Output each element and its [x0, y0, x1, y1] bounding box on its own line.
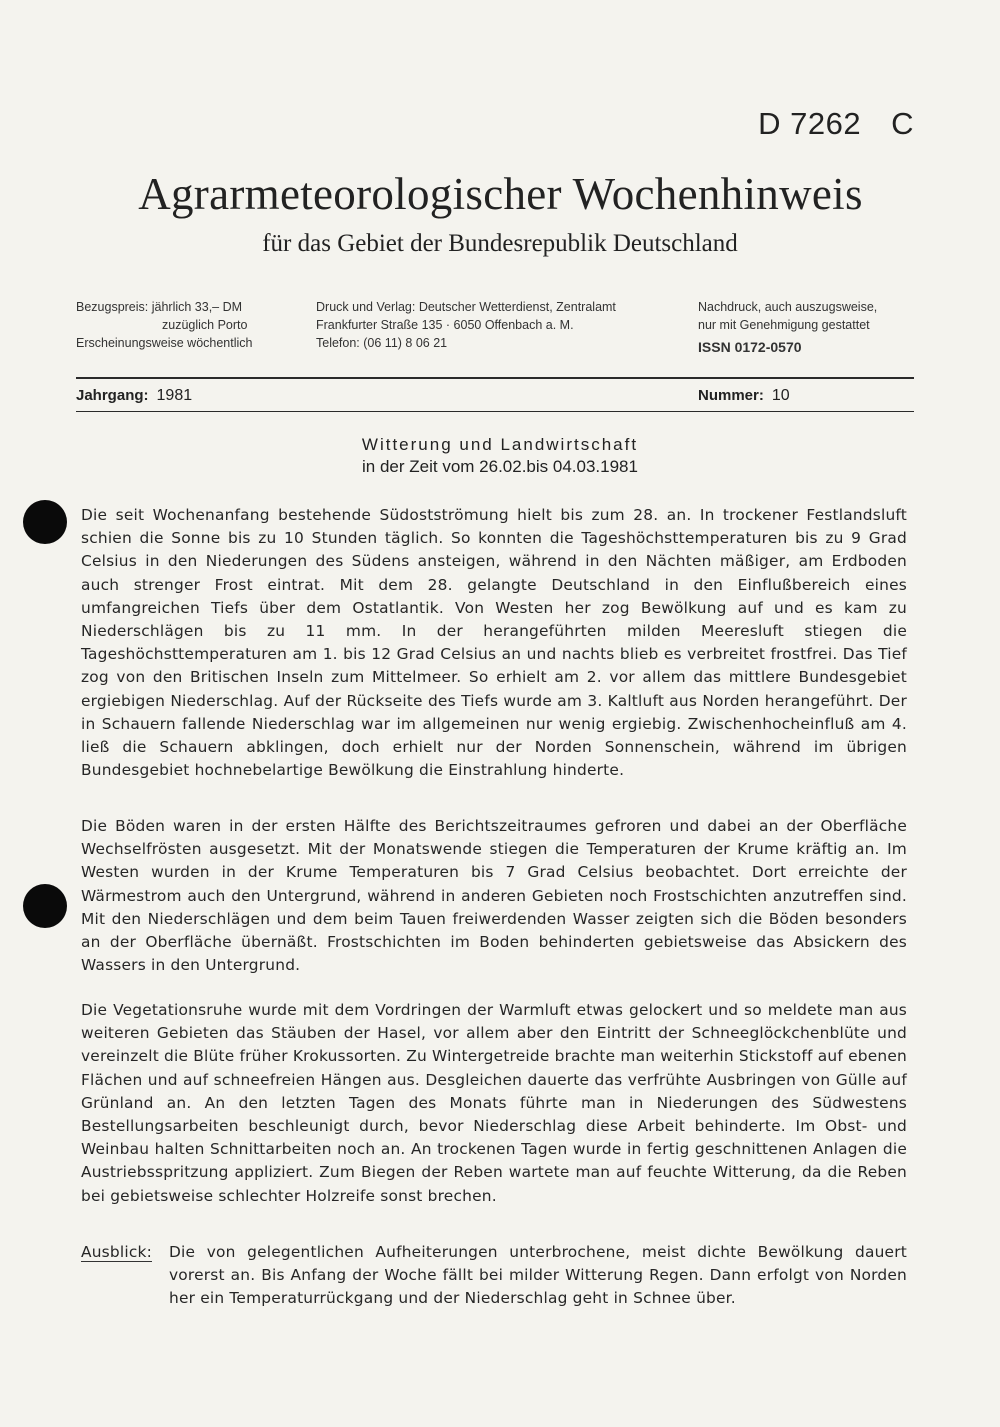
issn: ISSN 0172-0570 [698, 339, 802, 355]
copyright-info [698, 298, 877, 356]
year-label: Jahrgang: [76, 387, 149, 404]
punch-hole-upper [23, 500, 67, 544]
header-rule-top [76, 377, 914, 379]
header-rule-bottom [76, 411, 914, 412]
number-label: Nummer: [698, 387, 764, 404]
address-line: Frankfurter Straße 135 · 6050 Offenbach a. M. [316, 318, 574, 332]
weather-paragraph: Die seit Wochenanfang bestehende Südostströmung hielt bis zum 28. an. In trockener Festlandsluft schien die Sonne bis zu 10 Stunden täglich. So konnten die Tageshöchsttemperaturen bis zu 9 Grad Celsius in den Niederungen des Südens ansteigen, während in den Nächten mäßiger, am Erdboden auch strenger Frost eintrat. Mit dem 28. gelangte Deutschland in den Einflußbereich eines umfangreichen Tiefs über dem Ostatlantik. Von Westen her zog Bewölkung auf und es kam zu Niederschlägen bis zu 11 mm. In der herangeführten milden Meeresluft stiegen die Tageshöchsttemperaturen am 1. bis 12 Grad Celsius an und nachts blieb es verbreitet frostfrei. Das Tief zog von den Britischen Inseln zum Mittelmeer. So erhielt am 2. vor allem das mittlere Bundesgebiet ergiebigen Niederschlag. Auf der Rückseite des Tiefs wurde am 3. Kaltluft aus Norden herangeführt. Der in Schauern fallende Niederschlag war im allgemeinen nur wenig ergiebig. Zwischenhocheinfluß am 4. ließ die Schauern abklingen, doch erhielt nur der Norden Sonnenschein, während im übrigen Bundesgebiet hochnebelartige Bewölkung die Einstrahlung hinderte. [81, 506, 907, 780]
document-code-number: D 7262 [758, 106, 862, 141]
outlook-section [81, 1241, 907, 1311]
section-period: in der Zeit vom 26.02.bis 04.03.1981 [362, 457, 638, 476]
phone-line: Telefon: (06 11) 8 06 21 [316, 336, 448, 350]
reprint-line: Nachdruck, auch auszugsweise, [698, 300, 878, 314]
punch-hole-lower [23, 884, 67, 928]
pricing-info [76, 298, 252, 352]
outlook-text: Die von gelegentlichen Aufheiterungen unterbrochene, meist dichte Bewölkung dauert vorerst an. Bis Anfang der Woche fällt bei milder Witterung Regen. Dann erfolgt von Norden her ein Temperaturrückgang und der Niederschlag geht in Schnee über. [169, 1243, 907, 1308]
permission-line: nur mit Genehmigung gestattet [698, 318, 870, 332]
outlook-label: Ausblick: [81, 1243, 152, 1261]
publisher-info [316, 298, 616, 352]
number-value: 10 [771, 387, 790, 404]
document-code-letter: C [891, 106, 914, 141]
issue-year [76, 387, 192, 405]
vegetation-paragraph: Die Vegetationsruhe wurde mit dem Vordringen der Warmluft etwas gelockert und so meldete man aus weiteren Gebieten das Stäuben der Hasel, vor allem aber den Eintritt der Schneeglöckchenblüte und vereinzelt die Blüte früher Krokussorten. Zu Wintergetreide brachte man weiterhin Stickstoff auf ebenen Flächen und auf schneefreien Hängen aus. Desgleichen dauerte das verfrühte Ausbringen von Gülle auf Grünland an. An den letzten Tagen des Monats führte man in Niederungen des Südwestens Bestellungsarbeiten beschleunigt durch, bevor Niederschlag diese Arbeit behinderte. Im Obst- und Weinbau halten Schnittarbeiten noch an. An trockenen Tagen wurde in fertig geschnittenen Anlagen die Austriebsspritzung appliziert. Zum Biegen der Reben wartete man auf feuchte Witterung, da die Reben bei gebietsweise schlechter Holzreife sonst brechen. [81, 1001, 907, 1205]
postage-line: zuzüglich Porto [162, 318, 248, 332]
publisher-line: Druck und Verlag: Deutscher Wetterdienst, Zentralamt [316, 300, 616, 314]
document-code [758, 106, 914, 142]
frequency-line: Erscheinungsweise wöchentlich [76, 336, 253, 350]
page-subtitle: für das Gebiet der Bundesrepublik Deutschland [262, 230, 738, 257]
year-value: 1981 [156, 387, 193, 404]
section-heading [0, 434, 1000, 478]
soil-paragraph: Die Böden waren in der ersten Hälfte des Berichtszeitraumes gefroren und dabei an der Oberfläche Wechselfrösten ausgesetzt. Mit der Monatswende stiegen die Temperaturen der Krume kräftig an. Im Westen wurden in der Krume Temperaturen bis 7 Grad Celsius beobachtet. Dort erreichte der Wärmestrom auch den Untergrund, während in anderen Gebieten noch Frostschichten anzutreffen sind. Mit den Niederschlägen und dem beim Tauen freiwerdenden Wasser zeigten sich die Böden besonders an der Oberfläche übernäßt. Frostschichten im Boden behinderten gebietsweise das Absickern des Wassers in den Untergrund. [81, 817, 907, 975]
section-title: Witterung und Landwirtschaft [361, 435, 639, 454]
issue-number [698, 387, 790, 405]
page-title: Agrarmeteorologischer Wochenhinweis [138, 169, 863, 219]
pricing-line: Bezugspreis: jährlich 33,– DM [76, 300, 243, 314]
